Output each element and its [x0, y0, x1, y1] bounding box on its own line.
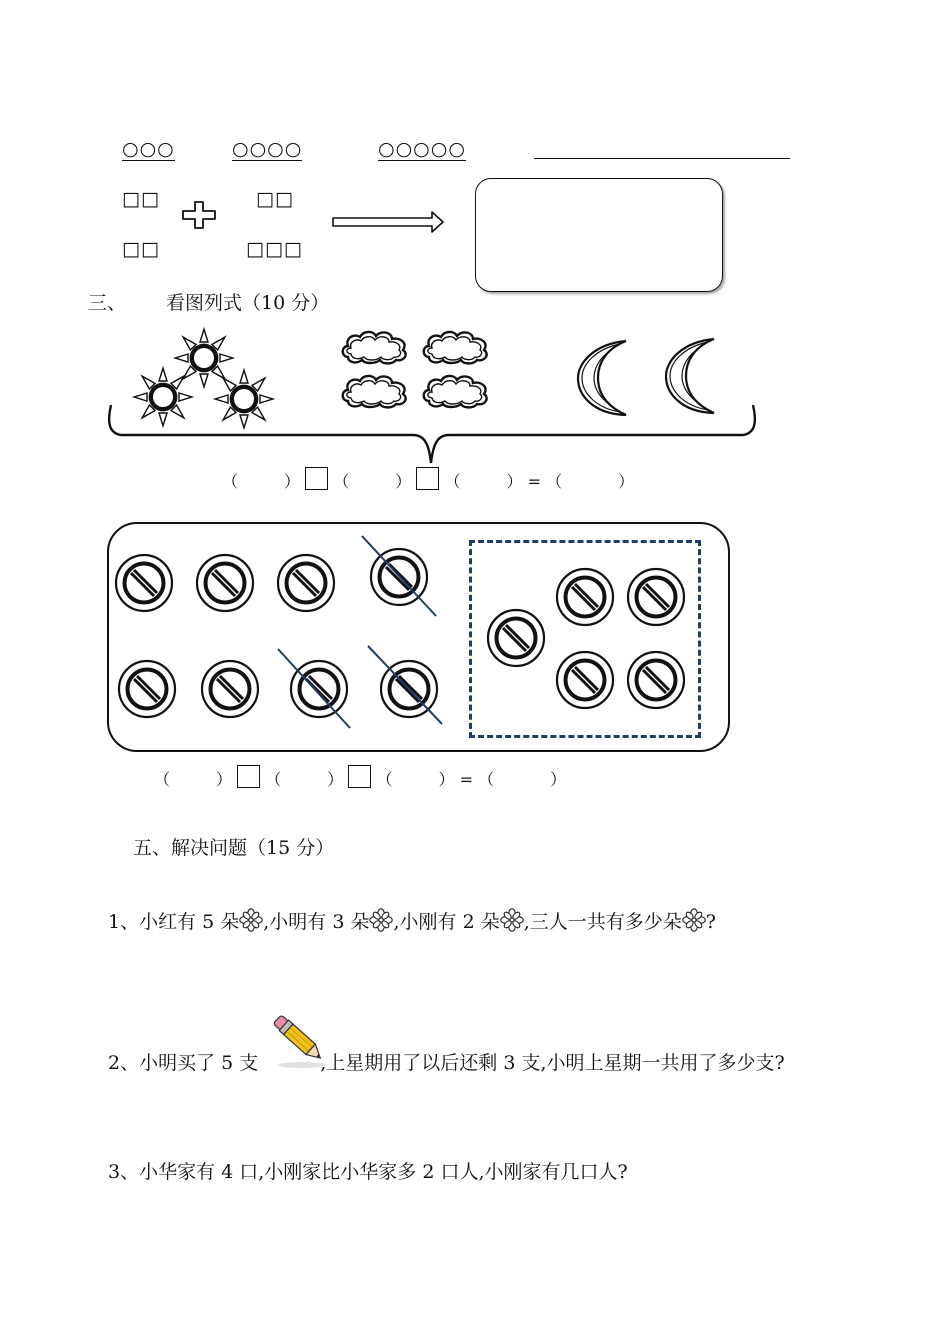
- paren-close: ）: [395, 472, 412, 491]
- square-group-right-bottom: □□□: [246, 238, 303, 260]
- problem-3: 3、小华家有 4 口,小刚家比小华家多 2 口人,小刚家有几口人?: [108, 1161, 628, 1183]
- paren-close: ）: [506, 472, 523, 491]
- equals-sign: =: [459, 770, 473, 789]
- operator-box[interactable]: [348, 765, 371, 788]
- section-5-heading: 五、解决问题（15 分）: [133, 837, 335, 859]
- problem-1-text: ,小明有 3 朵: [263, 911, 370, 933]
- paren-close: ）: [618, 472, 635, 491]
- flower-icon: [369, 908, 393, 932]
- problem-2-text: ,上星期用了以后还剩 3 支,小明上星期一共用了多少支?: [320, 1052, 785, 1074]
- operator-box[interactable]: [237, 765, 260, 788]
- problem-2: [108, 1048, 785, 1075]
- paren-open: （: [376, 770, 393, 789]
- section-3-title: 看图列式（10 分）: [166, 292, 330, 314]
- paren-open: （: [546, 472, 563, 491]
- paren-close: ）: [327, 770, 344, 789]
- section-3-number: 三、: [88, 292, 127, 314]
- square-group-left-bottom: □□: [122, 238, 160, 260]
- paren-close: ）: [438, 770, 455, 789]
- circle-group-3: ○○○: [122, 138, 175, 160]
- equals-sign: =: [527, 472, 541, 491]
- paren-open: （: [333, 472, 350, 491]
- paren-open: （: [154, 770, 171, 789]
- circle-group-4: ○○○○: [232, 138, 303, 160]
- paren-close: ）: [284, 472, 301, 491]
- problem-1-text: 1、小红有 5 朵: [108, 911, 240, 933]
- problem-1: [108, 907, 716, 934]
- problem-1-text: ,三人一共有多少朵: [523, 911, 682, 933]
- square-group-right-top: □□: [256, 188, 294, 210]
- paren-open: （: [222, 472, 239, 491]
- paren-close: ）: [216, 770, 233, 789]
- flower-icon: [500, 908, 524, 932]
- paren-open: （: [478, 770, 495, 789]
- square-group-left-top: □□: [122, 188, 160, 210]
- flower-icon: [682, 908, 706, 932]
- problem-1-text: ,小刚有 2 朵: [393, 911, 500, 933]
- paren-open: （: [265, 770, 282, 789]
- flower-icon: [239, 908, 263, 932]
- equation-2: [154, 765, 566, 790]
- paren-open: （: [444, 472, 461, 491]
- problem-1-text: ?: [705, 911, 716, 933]
- problem-2-text: 2、小明买了 5 支: [108, 1052, 259, 1074]
- paren-close: ）: [550, 770, 567, 789]
- circle-group-5: ○○○○○: [378, 138, 466, 160]
